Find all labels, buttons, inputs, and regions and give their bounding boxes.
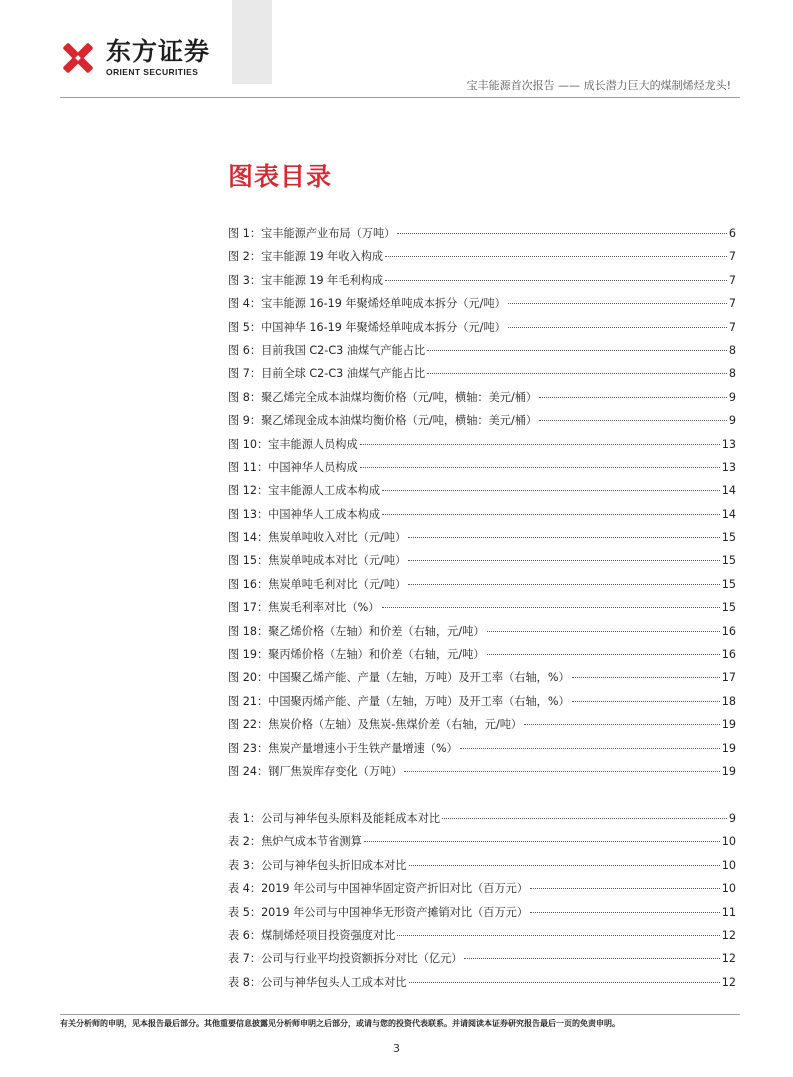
toc-leader-dots bbox=[385, 256, 727, 257]
toc-entry[interactable] bbox=[228, 737, 736, 760]
toc-entry-label: 图 8： bbox=[228, 390, 262, 404]
toc-entry-title: 焦炭单吨毛利对比（元/吨） bbox=[268, 577, 407, 591]
toc-entry-title: 聚乙烯完全成本油煤均衡价格（元/吨，横轴：美元/桶） bbox=[261, 390, 538, 404]
toc-entry-page: 7 bbox=[728, 273, 736, 287]
toc-entry-page: 9 bbox=[728, 812, 736, 825]
toc-entry-page: 10 bbox=[721, 835, 736, 849]
toc-entry-label: 表 2： bbox=[228, 835, 262, 849]
toc-entry-page: 18 bbox=[721, 694, 736, 708]
toc-entry-title: 2019 年公司与中国神华无形资产摊销对比（百万元） bbox=[261, 905, 529, 919]
toc-leader-dots bbox=[508, 327, 727, 328]
toc-entry-label: 图 19： bbox=[228, 648, 269, 662]
toc-entry-label: 表 8： bbox=[228, 975, 262, 989]
toc-leader-dots bbox=[487, 654, 720, 655]
toc-entry[interactable] bbox=[228, 362, 736, 385]
toc-leader-dots bbox=[427, 373, 727, 374]
toc-entry[interactable] bbox=[228, 433, 736, 456]
toc-entry-label: 图 3： bbox=[228, 273, 262, 287]
toc-entry-title: 2019 年公司与中国神华固定资产折旧对比（百万元） bbox=[261, 882, 529, 896]
toc-leader-dots bbox=[539, 397, 727, 398]
toc-entry[interactable] bbox=[228, 573, 736, 596]
toc-entry-page: 14 bbox=[721, 484, 736, 498]
company-logo bbox=[58, 38, 210, 78]
toc-entry-page: 10 bbox=[721, 858, 736, 872]
toc-entry-title: 宝丰能源 19 年收入构成 bbox=[261, 250, 384, 264]
toc-entry-label: 图 22： bbox=[228, 718, 269, 732]
toc-entry-page: 15 bbox=[721, 601, 736, 615]
toc-entry[interactable] bbox=[228, 947, 736, 970]
toc-leader-dots bbox=[530, 912, 720, 913]
toc-entry-label: 图 15： bbox=[228, 554, 269, 568]
toc-entry-title: 焦炭价格（左轴）及焦炭-焦煤价差（右轴，元/吨） bbox=[268, 718, 523, 732]
toc-entry-page: 16 bbox=[721, 648, 736, 662]
toc-entry-title: 宝丰能源 16-19 年聚烯烃单吨成本拆分（元/吨） bbox=[261, 297, 506, 311]
toc-entry[interactable] bbox=[228, 643, 736, 666]
toc-entry-label: 图 4： bbox=[228, 297, 262, 311]
toc-entry-title: 公司与神华包头折旧成本对比 bbox=[261, 858, 407, 872]
toc-entry-label: 图 16： bbox=[228, 577, 269, 591]
toc-entry-label: 图 14： bbox=[228, 531, 269, 545]
toc-leader-dots bbox=[397, 935, 719, 936]
toc-entry-page: 12 bbox=[721, 952, 736, 966]
footer-disclaimer: 有关分析师的申明，见本报告最后部分。其他重要信息披露见分析师申明之后部分，或请与您的投资代表联系。并请阅读本证券研究报告最后一页的免责申明。 bbox=[60, 1019, 620, 1028]
toc-leader-dots bbox=[427, 350, 727, 351]
toc-entry[interactable] bbox=[228, 807, 736, 830]
toc-leader-dots bbox=[524, 724, 720, 725]
toc-entry[interactable] bbox=[228, 971, 736, 994]
toc-leader-dots bbox=[539, 420, 727, 421]
toc-leader-dots bbox=[408, 584, 720, 585]
toc-leader-dots bbox=[487, 631, 720, 632]
toc-entry[interactable] bbox=[228, 549, 736, 572]
toc-entry[interactable] bbox=[228, 760, 736, 783]
header-gray-band bbox=[232, 0, 272, 84]
toc-entry[interactable] bbox=[228, 222, 736, 245]
report-subtitle: 宝丰能源首次报告 —— 成长潜力巨大的煤制烯烃龙头! bbox=[466, 79, 731, 92]
toc-entry[interactable] bbox=[228, 503, 736, 526]
toc-entry-page: 19 bbox=[721, 718, 736, 732]
toc-entry-page: 7 bbox=[728, 297, 736, 311]
toc-entry-title: 焦炭毛利率对比（%） bbox=[268, 601, 380, 615]
toc-entry[interactable] bbox=[228, 666, 736, 689]
toc-leader-dots bbox=[508, 303, 727, 304]
toc-entry-label: 表 3： bbox=[228, 858, 262, 872]
page-number: 3 bbox=[393, 1042, 400, 1055]
toc-entry-page: 8 bbox=[728, 367, 736, 381]
toc-entry[interactable] bbox=[228, 269, 736, 292]
toc-entry-title: 聚丙烯价格（左轴）和价差（右轴，元/吨） bbox=[268, 648, 485, 662]
toc-entry[interactable] bbox=[228, 456, 736, 479]
toc-entry-title: 公司与神华包头人工成本对比 bbox=[261, 975, 407, 989]
toc-entry-title: 宝丰能源人员构成 bbox=[268, 437, 358, 451]
toc-entry-page: 7 bbox=[728, 320, 736, 334]
toc-entry-page: 14 bbox=[721, 507, 736, 521]
toc-entry[interactable] bbox=[228, 316, 736, 339]
toc-entry-page: 12 bbox=[721, 928, 736, 942]
orient-logo-icon bbox=[58, 38, 98, 78]
toc-leader-dots bbox=[364, 841, 720, 842]
toc-entry-label: 图 2： bbox=[228, 250, 262, 264]
toc-entry-title: 中国神华人工成本构成 bbox=[268, 507, 381, 521]
toc-leader-dots bbox=[442, 818, 727, 819]
toc-entry[interactable] bbox=[228, 924, 736, 947]
toc-entry-title: 宝丰能源人工成本构成 bbox=[268, 484, 381, 498]
toc-entry[interactable] bbox=[228, 690, 736, 713]
toc-leader-dots bbox=[397, 233, 727, 234]
toc-entry[interactable] bbox=[228, 620, 736, 643]
toc-entry-label: 图 17： bbox=[228, 601, 269, 615]
toc-entry[interactable] bbox=[228, 409, 736, 432]
toc-entry-label: 表 4： bbox=[228, 882, 262, 896]
header-divider bbox=[60, 97, 740, 98]
toc-leader-dots bbox=[460, 748, 720, 749]
toc-entry-label: 图 6： bbox=[228, 343, 262, 357]
toc-leader-dots bbox=[382, 514, 720, 515]
toc-entry-title: 焦炭单吨成本对比（元/吨） bbox=[268, 554, 407, 568]
toc-entry-label: 表 5： bbox=[228, 905, 262, 919]
toc-entry-page: 12 bbox=[721, 975, 736, 989]
toc-entry-title: 焦炭单吨收入对比（元/吨） bbox=[268, 531, 407, 545]
toc-entry-page: 16 bbox=[721, 624, 736, 638]
toc-entry-title: 宝丰能源产业布局（万吨） bbox=[261, 227, 396, 240]
toc-leader-dots bbox=[408, 560, 720, 561]
toc-leader-dots bbox=[572, 677, 720, 678]
toc-leader-dots bbox=[360, 467, 720, 468]
toc-leader-dots bbox=[382, 607, 720, 608]
logo-english-name: ORIENT SECURITIES bbox=[106, 67, 199, 77]
toc-entry-title: 中国神华 16-19 年聚烯烃单吨成本拆分（元/吨） bbox=[261, 320, 506, 334]
toc-entry-page: 6 bbox=[728, 227, 736, 240]
toc-entry[interactable] bbox=[228, 596, 736, 619]
toc-leader-dots bbox=[385, 280, 727, 281]
toc-entry-label: 图 24： bbox=[228, 764, 269, 778]
toc-entry-page: 10 bbox=[721, 882, 736, 896]
toc-entry-page: 15 bbox=[721, 577, 736, 591]
toc-entry-label: 图 21： bbox=[228, 694, 269, 708]
toc-leader-dots bbox=[382, 490, 720, 491]
toc-entry-label: 图 9： bbox=[228, 414, 262, 428]
toc-entry-label: 图 23： bbox=[228, 741, 269, 755]
toc-leader-dots bbox=[464, 958, 719, 959]
toc-entry-page: 11 bbox=[721, 905, 736, 919]
toc-entry-title: 焦炭产量增速小于生铁产量增速（%） bbox=[268, 741, 458, 755]
toc-entry-label: 图 11： bbox=[228, 460, 269, 474]
toc-leader-dots bbox=[404, 771, 719, 772]
toc-entry-title: 中国聚丙烯产能、产量（左轴，万吨）及开工率（右轴，%） bbox=[268, 694, 570, 708]
toc-entry-title: 目前我国 C2-C3 油煤气产能占比 bbox=[261, 343, 426, 357]
toc-entry[interactable] bbox=[228, 386, 736, 409]
toc-entry-label: 图 5： bbox=[228, 320, 262, 334]
toc-entry-page: 13 bbox=[721, 460, 736, 474]
toc-entry-title: 宝丰能源 19 年毛利构成 bbox=[261, 273, 384, 287]
toc-entry-label: 图 12： bbox=[228, 484, 269, 498]
toc-entry-label: 图 18： bbox=[228, 624, 269, 638]
toc-entry-page: 13 bbox=[721, 437, 736, 451]
toc-entry-title: 公司与神华包头原料及能耗成本对比 bbox=[261, 812, 441, 825]
logo-chinese-name: 东方证券 bbox=[106, 37, 211, 66]
toc-entry[interactable] bbox=[228, 526, 736, 549]
toc-entry-label: 图 1： bbox=[228, 227, 262, 240]
toc-entry-label: 图 7： bbox=[228, 367, 262, 381]
toc-entry-title: 聚乙烯现金成本油煤均衡价格（元/吨，横轴：美元/桶） bbox=[261, 414, 538, 428]
toc-entry-page: 19 bbox=[721, 741, 736, 755]
toc-entry-label: 图 13： bbox=[228, 507, 269, 521]
toc-entry-title: 焦炉气成本节省测算 bbox=[261, 835, 362, 849]
toc-leader-dots bbox=[409, 982, 720, 983]
toc-entry[interactable] bbox=[228, 339, 736, 362]
toc-entry-label: 表 6： bbox=[228, 928, 262, 942]
toc-entry-label: 图 20： bbox=[228, 671, 269, 685]
toc-entry-page: 9 bbox=[728, 390, 736, 404]
toc-entry[interactable] bbox=[228, 854, 736, 877]
toc-entry-page: 19 bbox=[721, 764, 736, 778]
tables-list bbox=[228, 807, 736, 994]
toc-leader-dots bbox=[572, 701, 720, 702]
toc-entry-page: 15 bbox=[721, 531, 736, 545]
toc-leader-dots bbox=[530, 888, 720, 889]
toc-entry-title: 中国神华人员构成 bbox=[268, 460, 358, 474]
toc-entry-page: 9 bbox=[728, 414, 736, 428]
toc-entry-page: 8 bbox=[728, 343, 736, 357]
toc-entry[interactable] bbox=[228, 830, 736, 853]
toc-entry[interactable] bbox=[228, 877, 736, 900]
toc-entry-title: 钢厂焦炭库存变化（万吨） bbox=[268, 764, 403, 778]
toc-entry-page: 17 bbox=[721, 671, 736, 685]
toc-leader-dots bbox=[409, 865, 720, 866]
toc-entry[interactable] bbox=[228, 901, 736, 924]
figures-list bbox=[228, 222, 736, 783]
toc-leader-dots bbox=[408, 537, 720, 538]
toc-entry[interactable] bbox=[228, 479, 736, 502]
toc-entry-title: 公司与行业平均投资额拆分对比（亿元） bbox=[261, 952, 463, 966]
toc-entry[interactable] bbox=[228, 245, 736, 268]
toc-entry-label: 表 1： bbox=[228, 812, 262, 825]
toc-leader-dots bbox=[360, 444, 720, 445]
toc-entry-title: 聚乙烯价格（左轴）和价差（右轴，元/吨） bbox=[268, 624, 485, 638]
toc-entry[interactable] bbox=[228, 292, 736, 315]
toc-entry[interactable] bbox=[228, 713, 736, 736]
toc-entry-page: 15 bbox=[721, 554, 736, 568]
toc-entry-title: 煤制烯烃项目投资强度对比 bbox=[261, 928, 396, 942]
toc-entry-title: 中国聚乙烯产能、产量（左轴，万吨）及开工率（右轴，%） bbox=[268, 671, 570, 685]
toc-entry-label: 表 7： bbox=[228, 952, 262, 966]
toc-entry-page: 7 bbox=[728, 250, 736, 264]
toc-entry-title: 目前全球 C2-C3 油煤气产能占比 bbox=[261, 367, 426, 381]
toc-entry-label: 图 10： bbox=[228, 437, 269, 451]
page-title: 图表目录 bbox=[228, 162, 333, 191]
footer-divider bbox=[60, 1014, 740, 1015]
